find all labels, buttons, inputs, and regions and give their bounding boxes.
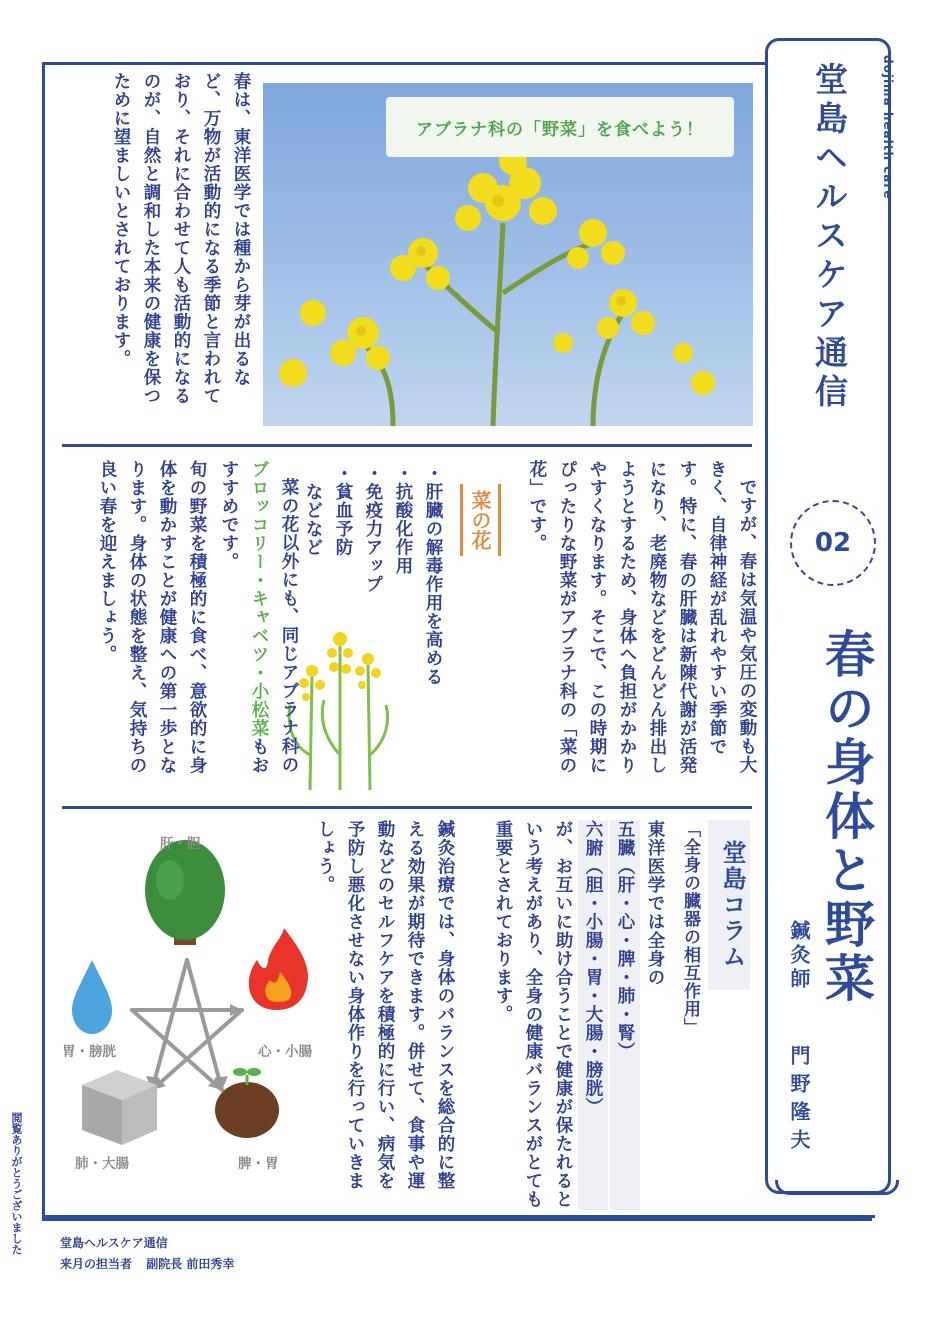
effect-item: ・貧血予防 — [333, 464, 353, 557]
column-text1-body: が、お互いに助け合うことで健康が保たれるという考えがあり、全身の健康バランスがとても重要とされております。 — [493, 820, 573, 1209]
bottom-rule — [42, 1218, 872, 1221]
gozo-line: 五臓（肝・心・脾・肺・腎） — [610, 820, 640, 1210]
newsletter-title: 堂島ヘルスケア通信 — [810, 62, 849, 413]
intro-text: 春は、東洋医学では種から芽が出るなど、万物が活動的になる季節と言われており、それに合わせて人も活動的になるのが、自然と調和した本来の健康を保つために望ましいとされております。 — [111, 72, 251, 405]
nanohana-label: 菜の花 — [460, 484, 501, 556]
label-earth: 脾・胃 — [238, 1156, 279, 1172]
effect-item: ・抗酸化作用 — [393, 464, 413, 575]
middle-para-3: 旬の野菜を積極的に食べ、意欲的に身体を動かすことが健康への第一歩となります。身体の状態を整え、気持ちの良い春を迎えましょう。 — [97, 460, 207, 775]
column-text-2: 鍼灸治療では、身体のバランスを総合的に整える効果が期待できます。併せて、食事や運動などのセルフケアを積極的に行い、病気を予防し悪化させない身体作りを行っていきましょう。 — [315, 820, 455, 1190]
footer-thanks: 閲覧ありがとうございました — [10, 1112, 23, 1255]
middle-para-2 — [212, 460, 304, 790]
label-metal: 肺・大腸 — [75, 1156, 129, 1172]
para2-highlight: ブロッコリー・キャベツ・小松菜 — [249, 460, 269, 738]
label-water: 胃・膀胱 — [62, 1044, 116, 1060]
middle-para-1: ですが、春は気温や気圧の変動も大きく、自律神経が乱れやすい季節です。特に、春の肝臓は新陳代謝が活発になり、老廃物などをどんどん排出しようとするため、身体へ負担がかかりやすくなります。そこで、この時期にぴったりな野菜がアブラナ科の「菜の花」です。 — [527, 460, 757, 775]
label-fire: 心・小腸 — [258, 1044, 312, 1060]
column-subtitle: 「全身の臓器の相互作用」 — [680, 820, 700, 1036]
photo-caption: アブラナ科の「野菜」を食べよう！ — [386, 97, 734, 157]
footer-title: 堂島ヘルスケア通信 — [60, 1236, 168, 1250]
issue-number: 02 — [790, 500, 876, 586]
para2-part-b: もおすすめです。 — [219, 460, 269, 775]
column-line1: 東洋医学では全身の — [645, 820, 665, 987]
column-text-1 — [470, 820, 670, 1210]
effect-item: などなど — [303, 464, 323, 557]
footer-next-value: 副院長 前田秀幸 — [146, 1257, 235, 1271]
rule-2 — [62, 806, 752, 809]
roppu-line: 六腑（胆・小腸・胃・大腸・膀胱） — [578, 820, 608, 1210]
footer-next — [60, 1255, 234, 1272]
water-drop-icon — [72, 960, 112, 1034]
feature-title: 春の身体と野菜 — [817, 628, 875, 1006]
five-elements-diagram — [62, 820, 332, 1180]
effect-item: ・免疫力アップ — [363, 464, 383, 594]
effect-item: ・肝臓の解毒作用を高める — [423, 464, 443, 686]
para2-part-a: 菜の花以外にも、同じアブラナ科の — [279, 477, 299, 774]
tree-icon — [145, 840, 225, 945]
rule-1 — [62, 444, 752, 447]
column-heading: 堂島コラム — [708, 820, 750, 990]
label-wood: 肝・胆 — [160, 836, 201, 852]
footer-next-label: 来月の担当者 — [60, 1257, 133, 1271]
side-tab-english: dojima health care — [881, 55, 895, 200]
author-role: 鍼灸師 — [787, 920, 811, 992]
author-name: 門野隆夫 — [787, 1045, 811, 1157]
metal-cube-icon — [82, 1070, 157, 1145]
fire-icon — [249, 928, 308, 1010]
title-panel-shadow — [775, 1180, 899, 1195]
